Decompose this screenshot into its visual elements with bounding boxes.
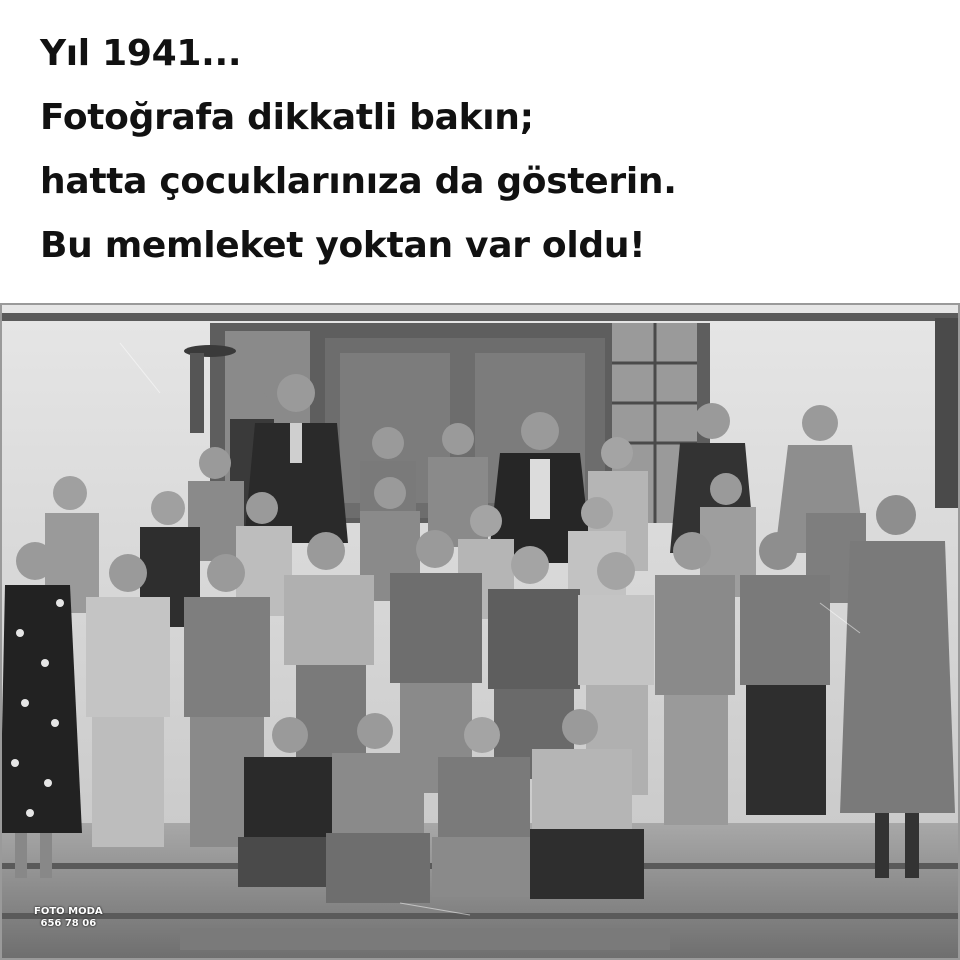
caption-line-4: Bu memleket yoktan var oldu! bbox=[40, 225, 646, 266]
studio-stamp bbox=[34, 906, 103, 930]
studio-stamp-phone: 656 78 06 bbox=[40, 918, 97, 929]
caption-line-2: Fotoğrafa dikkatli bakın; bbox=[40, 97, 534, 138]
caption-text bbox=[40, 22, 940, 278]
caption-line-1: Yıl 1941... bbox=[40, 33, 242, 74]
studio-stamp-name: FOTO MODA bbox=[34, 906, 103, 917]
class-photo-icon bbox=[0, 303, 960, 960]
class-photo bbox=[0, 303, 960, 960]
caption-line-3: hatta çocuklarınıza da gösterin. bbox=[40, 161, 677, 202]
